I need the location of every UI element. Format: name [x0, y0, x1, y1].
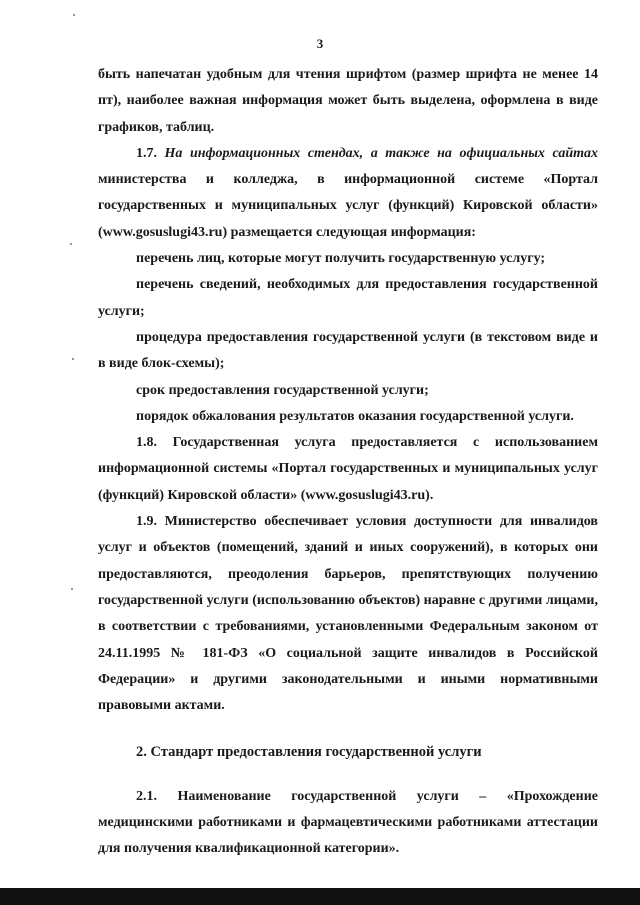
scan-speck	[71, 588, 73, 590]
list-item-appeal: порядок обжалования результатов оказания государственной услуги.	[136, 408, 574, 424]
page-number: 3	[316, 36, 324, 51]
paragraph-1-7-number: 1.7.	[136, 145, 165, 161]
list-item-procedure: процедура предоставления государственной услуги (в текстовом виде и в виде блок-схемы);	[98, 329, 598, 372]
scan-edge-bar	[0, 888, 640, 905]
paragraph-2-1: 2.1. Наименование государственной услуги – «Прохождение медицинскими работниками и фармацевтическими работниками аттестации для получения квалификационной категории».	[98, 788, 598, 857]
section-2-heading: 2. Стандарт предоставления государственной услуги	[136, 744, 482, 761]
list-item-persons: перечень лиц, которые могут получить государственную услугу;	[136, 251, 546, 267]
paragraph-continuation: быть напечатан удобным для чтения шрифтом (размер шрифта не менее 14 пт), наиболее важная информация может быть выделена, оформлена в виде графиков, таблиц.	[98, 67, 598, 135]
paragraph-1-8: 1.8. Государственная услуга предоставляется с использованием информационной системы «Портал государственных и муниципальных услуг (функций) Кировской области» (www.gosuslugi43.ru).	[98, 435, 598, 503]
document-body	[98, 62, 598, 863]
paragraph-1-7-rest: министерства и колледжа, в информационной системе «Портал государственных и муниципальных услуг (функций) Кировской области» (www.gosuslugi43.ru) размещается следующая информация:	[98, 172, 598, 240]
paragraph-1-9: 1.9. Министерство обеспечивает условия доступности для инвалидов услуг и объектов (помещений, зданий и иных сооружений), в которых они предоставляются, преодоления барьеров, препятствующих получению государственной услуги (использованию объектов) наравне с другими лицами, в соответствии с требованиями, установленными Федеральным законом от 24.11.1995 № 181-ФЗ «О социальной защите инвалидов в Российской Федерации» и другими законодательными и иными нормативными правовыми актами.	[98, 514, 598, 714]
scan-speck	[73, 14, 75, 16]
list-item-term: срок предоставления государственной услуги;	[136, 382, 429, 398]
scan-speck	[70, 243, 72, 245]
scan-speck	[72, 358, 74, 360]
paragraph-1-7-italic: На информационных стендах, а также на официальных сайтах	[164, 145, 598, 161]
paragraph-1-7	[98, 141, 598, 246]
list-item-information: перечень сведений, необходимых для предоставления государственной услуги;	[98, 277, 598, 319]
